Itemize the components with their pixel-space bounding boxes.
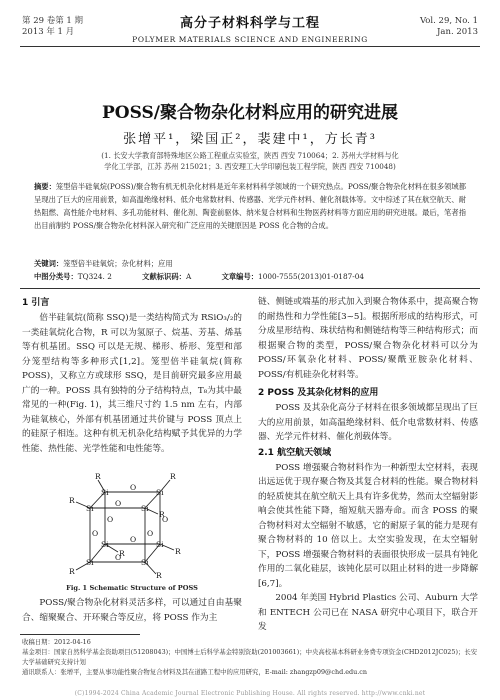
corresponding-author: 通讯联系人：张增平，主要从事功能性聚合物复合材料及其在道路工程中的应用研究，E-mail: zhangzp09@chd.edu.cn xyxy=(22,668,367,676)
poss-structure-figure xyxy=(50,470,220,580)
keywords-label: 关键词： xyxy=(34,259,64,268)
abstract-label: 摘要： xyxy=(34,182,56,191)
funding-info: 基金项目：国家自然科学基金资助项目(51208043)；中国博士后科学基金特别资助(201003661)；中央高校基本科研业务费专项资金(CHD2012JC025)；长安大学基础研究支持计划 xyxy=(22,648,478,666)
journal-volume-issue-en xyxy=(420,16,478,38)
abstract-text: 笼型倍半硅氧烷(POSS)/聚合物有机无机杂化材料是近年来材料科学领域的一个研究热点。POSS/聚合物杂化材料在很多领域都呈现出了巨大的应用前景，如高温绝缘材料、低介电常数材料、传感器、光学元件材料、催化剂载体等。文中综述了其在航空航天、耐热阻燃、高性能介电材料、多孔功能材料、催化剂、陶瓷前驱体、纳米复合材料和生物医药材料等方面应用的研究进展。最后，笔者指出目前制约 POSS/聚合物杂化材料深入研究和广泛应用的关键原因是 POSS 化合物的合成。 xyxy=(34,182,466,230)
si-atom: Si xyxy=(141,558,149,567)
section-heading-aerospace: 2.1 航空航天领域 xyxy=(258,447,332,458)
si-atom: Si xyxy=(141,504,149,513)
intro-paragraph: 倍半硅氧烷(简称 SSQ)是一类结构简式为 RSiO₃/₂的一类硅氧烷化合物，R 可以为氢原子、烷基、芳基、烯基等有机基团。SSQ 可以是无规、梯形、桥形、笼型和部分笼型结构等多种形式[1,2]。笼型倍半硅氧烷(简称 POSS)，又称立方或球形 SSQ，是目前研究最多应用最广的一种。POSS 具有独特的分子结构特点，T₈为其中最常见的一种(Fig. 1)，其三维尺寸约 1.5 nm 左右，内部为硅氧核心，外部有机基团通过共价键与 POSS 顶点上的硅原子相连。这种有机无机杂化结构赋予其优异的力学性能、热性能、光学性能和电性能等。 xyxy=(22,313,242,454)
o-atom: O xyxy=(147,529,154,538)
si-atom: Si xyxy=(101,488,109,497)
figure-caption: Fig. 1 Schematic Structure of POSS xyxy=(66,584,198,592)
o-atom: O xyxy=(162,515,169,524)
r-group: R xyxy=(69,496,75,505)
footnote xyxy=(22,637,482,677)
r-group: R xyxy=(170,472,176,481)
si-atom: Si xyxy=(101,540,109,549)
r-group: R xyxy=(95,472,101,481)
abstract-rule xyxy=(20,288,480,289)
left-column-continued xyxy=(22,596,242,625)
r-group: R xyxy=(119,549,125,558)
received-date: 收稿日期：2012-04-16 xyxy=(22,638,91,646)
affiliation-line-2: 学化工学部，江苏 苏州 215021；3. 西安理工大学印刷包装工程学院，陕西 西安 710048) xyxy=(104,162,396,171)
header-rule xyxy=(20,46,480,47)
article-number xyxy=(222,272,364,281)
classification-line xyxy=(34,271,466,283)
section-heading-applications: 2 POSS 及其杂化材料的应用 xyxy=(258,388,379,398)
right-column xyxy=(258,295,478,635)
keywords xyxy=(34,258,466,270)
o-atom: O xyxy=(115,499,122,508)
si-atom: Si xyxy=(86,504,94,513)
hybrid-plastics-paragraph: 2004 年美国 Hybrid Plastics 公司、Auburn 大学和 ENTECH 公司已在 NASA 研究中心项目下，联合开发 xyxy=(258,593,478,632)
poss-hybrid-paragraph: POSS/聚合物杂化材料灵活多样，可以通过自由基聚合、缩聚聚合、开环聚合等反应，将 POSS 作为主 xyxy=(22,598,242,623)
section-heading-intro: 1 引言 xyxy=(22,298,50,308)
volume-cn: 第 29 卷第 1 期 xyxy=(22,16,84,26)
o-atom: O xyxy=(92,529,99,538)
volume-en: Vol. 29, No. 1 xyxy=(419,16,478,26)
r-group: R xyxy=(175,547,181,556)
r-group: R xyxy=(69,567,75,576)
doc-code-label: 文献标识码： xyxy=(142,272,186,281)
si-atom: Si xyxy=(86,558,94,567)
article-authors: 张增平¹，梁国正²，裴建中¹，方长青³ xyxy=(123,132,377,147)
o-atom: O xyxy=(115,553,122,562)
o-atom: O xyxy=(130,535,137,544)
applications-paragraph: POSS 及其杂化高分子材料在很多领域都呈现出了巨大的应用前景，如高温绝缘材料、低介电常数材料、传感器、光学元件材料、催化剂载体等。 xyxy=(258,403,478,442)
atom-labels xyxy=(69,472,181,580)
article-title: POSS/聚合物杂化材料应用的研究进展 xyxy=(102,103,398,123)
date-cn: 2013 年 1 月 xyxy=(22,27,75,37)
structure-types-paragraph: 链、侧链或端基的形式加入到聚合物体系中，提高聚合物的耐热性和力学性能[3~5]。根据所形成的结构形式，可分成星形结构、珠状结构和侧链结构等三种结构形式；而根据聚合物的类型，POSS/聚合物杂化材料可以分为 POSS/环氧杂化材料、POSS/聚酰亚胺杂化材料、POSS/有机硅杂化材料等。 xyxy=(258,297,478,380)
r-group: R xyxy=(156,571,162,580)
copyright-watermark: (C)1994-2024 China Academic Journal Electronic Publishing House. All rights reserved. http://www.cnki.net xyxy=(74,690,426,697)
clc-label: 中图分类号： xyxy=(34,272,78,281)
doc-code-value: A xyxy=(185,272,192,281)
date-en: Jan. 2013 xyxy=(437,27,478,37)
o-atom: O xyxy=(130,483,137,492)
footnote-rule xyxy=(20,634,140,635)
o-atom: O xyxy=(107,515,114,524)
left-column xyxy=(22,295,242,456)
keywords-text: 笼型倍半硅氧烷；杂化材料；应用 xyxy=(63,259,173,268)
document-code xyxy=(142,272,191,281)
r-group: R xyxy=(159,510,165,519)
article-no-label: 文章编号： xyxy=(221,272,259,281)
abstract xyxy=(34,180,466,232)
author-affiliations xyxy=(60,150,440,172)
si-atom: Si xyxy=(156,488,164,497)
si-atom: Si xyxy=(156,540,164,549)
aerospace-paragraph: POSS 增强聚合物材料作为一种新型太空材料，表现出远远优于现存聚合物及其复合材料的性能。聚合物材料的轻质使其在航空航天上具有许多优势，然而太空辐射影响会使其性能下降，缩短航天器寿命。而含 POSS 的聚合物材料对太空辐射不敏感，它的耐原子氧的能力是现有聚合物材料的 10 倍以上。太空实验发现，在太空辐射下，POSS 增强聚合物材料的表面很快形成一层具有钝化作用的二氧化硅层，该钝化层可以阻止材料的进一步降解[6,7]。 xyxy=(258,462,478,589)
article-no-value: 1000-7555(2013)01-0187-04 xyxy=(258,272,364,281)
journal-title-cn: 高分子材料科学与工程 xyxy=(179,16,320,31)
affiliation-line-1: (1. 长安大学教育部特殊地区公路工程重点实验室，陕西 西安 710064；2. 苏州大学材料与化 xyxy=(101,151,399,160)
journal-title-en: POLYMER MATERIALS SCIENCE AND ENGINEERING xyxy=(132,35,368,44)
clc-value: TQ324. 2 xyxy=(77,272,112,281)
clc-number xyxy=(34,272,112,281)
